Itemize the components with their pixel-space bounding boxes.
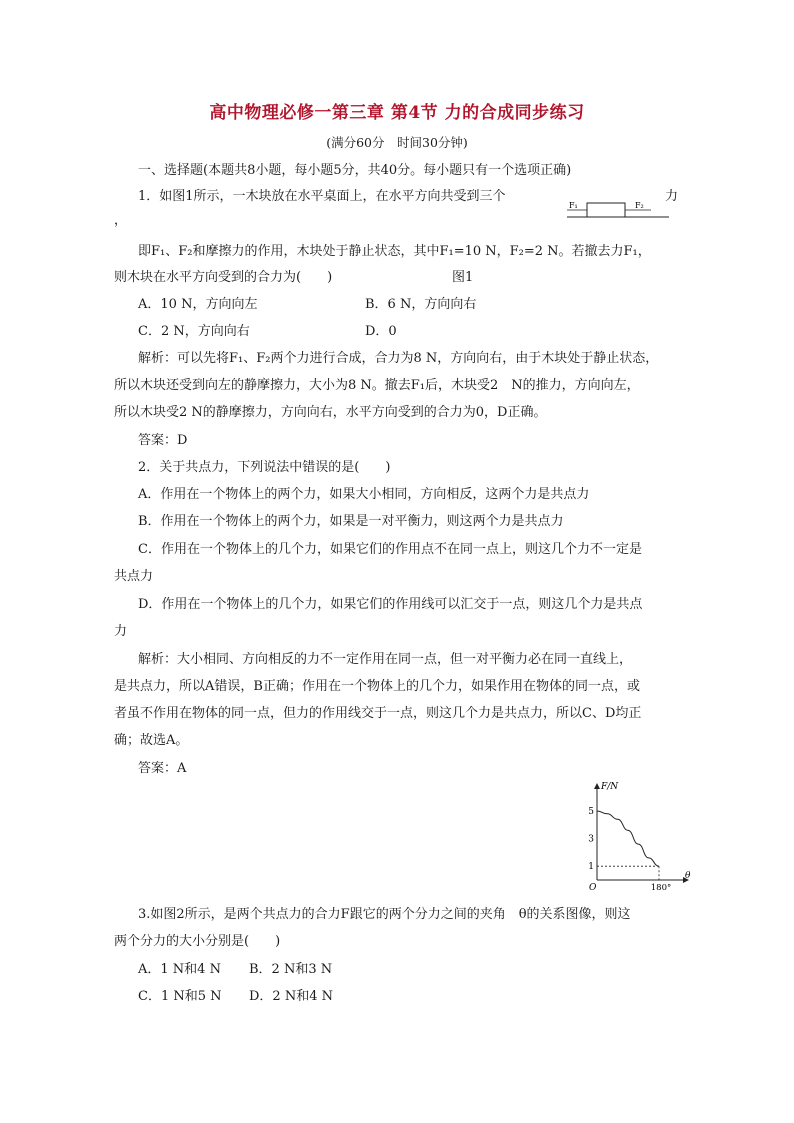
section-heading: 一、选择题(本题共8小题，每小题5分，共40分。每小题只有一个选项正确): [138, 163, 572, 178]
y-tick-label-3: 3: [588, 834, 594, 845]
document-subtitle: (满分60分 时间30分钟): [326, 135, 468, 150]
q1-figure-caption: 图1: [452, 270, 474, 285]
document-title: 高中物理必修一第三章 第4节 力的合成同步练习: [209, 103, 585, 123]
resultant-force-curve: [597, 811, 659, 866]
q2-answer: 答案：A: [138, 761, 187, 776]
y-tick-label-5: 5: [588, 807, 594, 818]
q1-analysis-line2: 所以木块还受到向左的静摩擦力，大小为8 N。撤去F₁后，木块受2 N的推力，方向向左，: [114, 378, 640, 393]
q2-analysis-line4: 确；故选A。: [114, 733, 189, 748]
q1-stem-line4: 则木块在水平方向受到的合力为( ): [114, 270, 333, 285]
q3-force-angle-graph: [577, 777, 695, 907]
q2-analysis-line1: 解析：大小相同、方向相反的力不一定作用在同一点，但一对平衡力必在同一直线上，: [138, 652, 633, 667]
f1-label: F₁: [569, 201, 578, 210]
q1-figure-block-on-table: [565, 197, 675, 223]
q2-stem: 2．关于共点力，下列说法中错误的是( ): [138, 460, 391, 475]
q1-analysis-line1: 解析：可以先将F₁、F₂两个力进行合成，合力为8 N，方向向右，由于木块处于静止状态，: [138, 351, 659, 366]
q2-analysis-line2: 是共点力，所以A错误，B正确；作用在一个物体上的几个力，如果作用在物体的同一点，或: [114, 679, 640, 694]
q1-option-a: A．10 N，方向向左: [138, 297, 258, 312]
q3-option-b: B．2 N和3 N: [249, 962, 333, 977]
y-axis-arrowhead: [594, 783, 600, 789]
q1-stem-line1: 1．如图1所示，一木块放在水平桌面上，在水平方向共受到三个: [138, 189, 506, 204]
wood-block: [587, 203, 625, 217]
q1-stem-line2: ，: [114, 213, 128, 228]
q2-option-d-line1: D．作用在一个物体上的几个力，如果它们的作用线可以汇交于一点，则这几个力是共点: [138, 597, 643, 612]
q1-option-c: C．2 N，方向向右: [138, 324, 250, 339]
q1-analysis-line3: 所以木块受2 N的静摩擦力，方向向右，水平方向受到的合力为0，D正确。: [114, 405, 547, 420]
x-axis-label: θ: [685, 871, 691, 881]
y-axis-label: F/N: [601, 782, 619, 792]
origin-label: O: [589, 883, 597, 893]
q2-option-c-line1: C．作用在一个物体上的几个力，如果它们的作用点不在同一点上，则这几个力不一定是: [138, 542, 642, 557]
q1-option-d: D．0: [365, 324, 397, 339]
q3-stem-line2: 两个分力的大小分别是( ): [114, 934, 281, 949]
q3-option-d: D．2 N和4 N: [249, 989, 333, 1004]
q2-option-c-line2: 共点力: [114, 569, 154, 584]
q3-stem-line1: 3.如图2所示，是两个共点力的合力F跟它的两个分力之间的夹角 θ的关系图像，则这: [138, 907, 631, 922]
q3-option-c: C．1 N和5 N: [138, 989, 222, 1004]
q1-option-b: B．6 N，方向向右: [365, 297, 477, 312]
q1-stem-line3: 即F₁、F₂和摩擦力的作用，木块处于静止状态，其中F₁=10 N，F₂=2 N。若撤去力F₁，: [138, 244, 651, 259]
q3-option-a: A．1 N和4 N: [138, 962, 221, 977]
q2-option-a: A．作用在一个物体上的两个力，如果大小相同，方向相反，这两个力是共点力: [138, 487, 590, 502]
f2-label: F₂: [635, 201, 644, 210]
q2-option-d-line2: 力: [114, 624, 128, 639]
y-tick-label-1: 1: [588, 862, 594, 873]
q2-option-b: B．作用在一个物体上的两个力，如果是一对平衡力，则这两个力是共点力: [138, 514, 564, 529]
q1-stem-line1-end: 力: [665, 189, 679, 204]
q2-analysis-line3: 者虽不作用在物体的同一点，但力的作用线交于一点，则这几个力是共点力，所以C、D均正: [114, 706, 642, 721]
x-tick-label-180: 180°: [650, 883, 672, 893]
q1-answer: 答案：D: [138, 433, 188, 448]
